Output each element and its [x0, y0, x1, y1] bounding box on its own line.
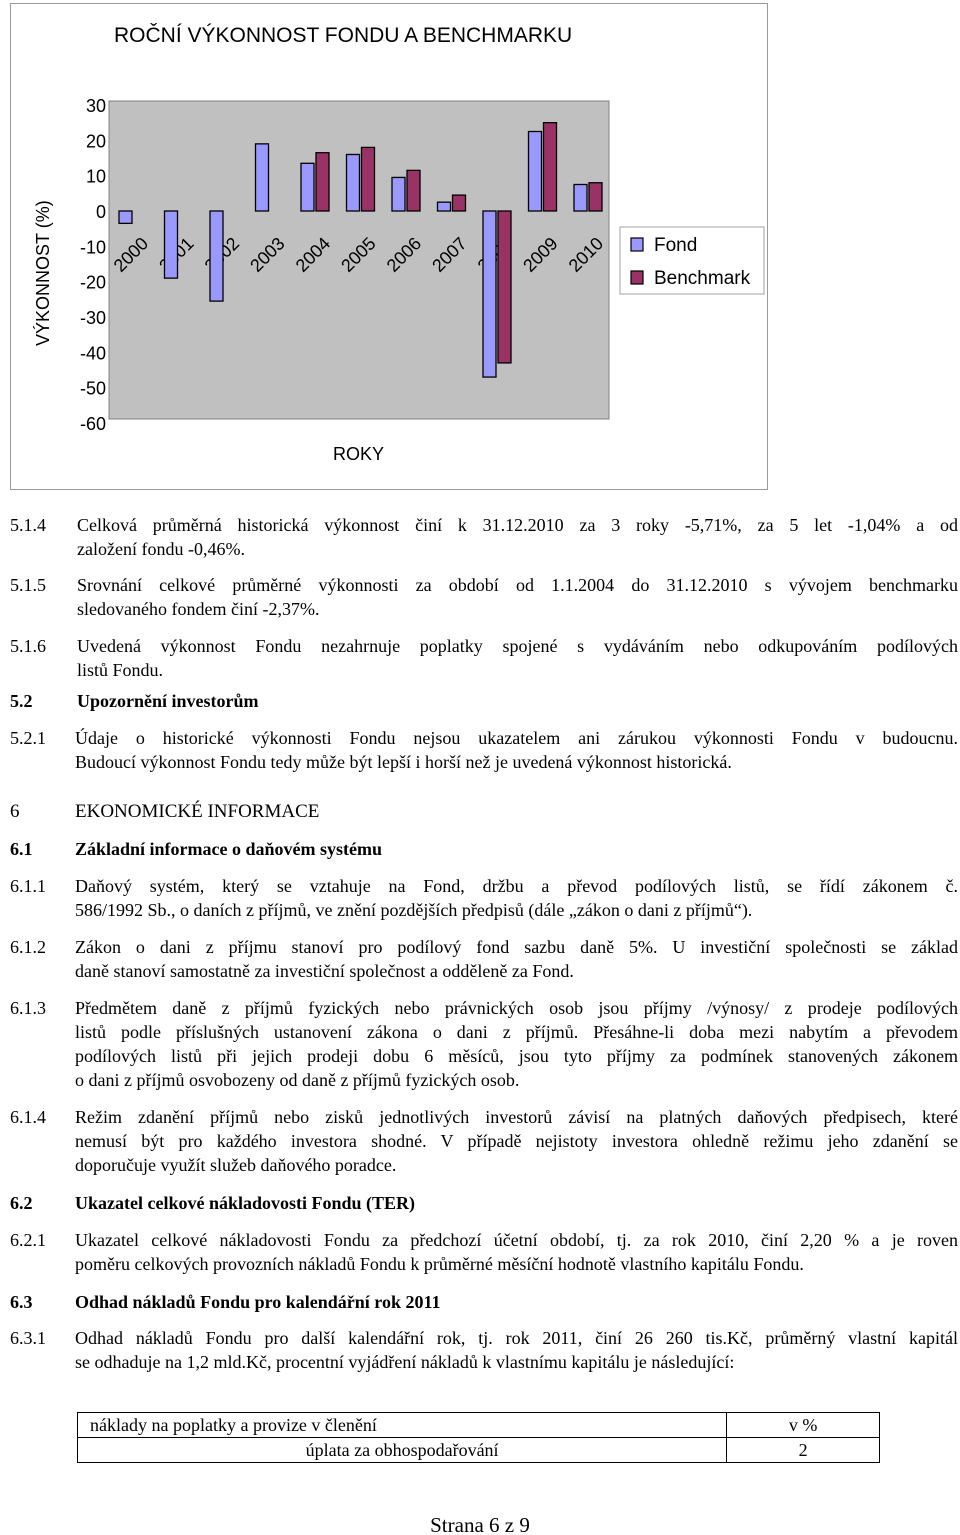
performance-chart	[10, 3, 768, 490]
section-number: 6.1.3	[10, 998, 46, 1018]
paragraph-line: podílových listů při jejich prodeji dobu 6 měsíců, jsou tyto příjmy za podmínek stanovených zákonem	[75, 1046, 958, 1066]
bar-benchmark-2010	[589, 183, 602, 211]
bar-fond-2004	[301, 163, 314, 211]
x-tick-label: 2010	[564, 233, 608, 276]
table-header-row	[78, 1413, 880, 1438]
paragraph-line: Celková průměrná historická výkonnost činí k 31.12.2010 za 3 roky -5,71%, za 5 let -1,04% a od	[77, 515, 958, 535]
y-tick-label: 10	[85, 166, 106, 187]
y-tick-label: -30	[79, 308, 106, 328]
section-number: 6.2	[10, 1193, 33, 1213]
chart-title: ROČNÍ VÝKONNOST FONDU A BENCHMARKU	[114, 24, 573, 47]
x-tick-label: 2006	[382, 233, 426, 276]
legend-swatch	[631, 271, 643, 284]
paragraph-line: založení fondu -0,46%.	[77, 539, 245, 559]
section-number: 6.1.4	[10, 1107, 46, 1127]
paragraph-line: 586/1992 Sb., o daních z příjmů, ve znění pozdějších předpisů (dále „zákon o dani z příjmů“).	[75, 900, 753, 920]
section-5-1-5	[10, 573, 960, 621]
section-5-1-6	[10, 634, 960, 682]
x-tick-label: 2009	[519, 233, 562, 276]
section-number: 5.2.1	[10, 728, 46, 748]
legend-label: Fond	[654, 235, 698, 256]
x-tick-label: 2007	[428, 233, 471, 276]
heading-title: Základní informace o daňovém systému	[75, 839, 383, 859]
chart-legend	[620, 227, 764, 294]
y-tick-label: -60	[79, 414, 106, 434]
section-number: 6.3.1	[10, 1328, 46, 1348]
y-tick-label: -20	[79, 272, 106, 293]
table-header-cell: v %	[727, 1413, 880, 1438]
bar-fond-2010	[574, 185, 587, 212]
heading-title: EKONOMICKÉ INFORMACE	[75, 801, 320, 822]
section-number: 5.1.5	[10, 575, 46, 595]
table-cell: úplata za obhospodařování	[78, 1438, 727, 1463]
cost-table	[77, 1412, 880, 1463]
section-6-1-4	[10, 1105, 960, 1177]
paragraph-line: Předmětem daně z příjmů fyzických nebo právnických osob jsou příjmy /výnosy/ z prodeje podílových	[75, 998, 958, 1018]
paragraph-line: Odhad nákladů Fondu pro další kalendářní rok, tj. rok 2011, činí 26 260 tis.Kč, průměrný vlastní kapitál	[75, 1328, 958, 1348]
bar-fond-2005	[347, 154, 360, 211]
paragraph-line: Uvedená výkonnost Fondu nezahrnuje poplatky spojené s vydáváním nebo odkupováním podílových	[77, 636, 958, 656]
page-number: Strana 6 z 9	[430, 1513, 530, 1535]
bar-fond-2002	[210, 211, 223, 301]
legend-swatch	[631, 238, 643, 251]
paragraph-line: Budoucí výkonnost Fondu tedy může být lepší i horší než je uvedená výkonnost historická.	[75, 752, 732, 772]
paragraph-line: Zákon o dani z příjmu stanoví pro podílový fond sazbu daně 5%. U investiční společnosti se základ	[75, 937, 958, 957]
paragraph-line: Ukazatel celkové nákladovosti Fondu za předchozí účetní období, tj. za rok 2010, činí 2,20 % a je roven	[75, 1230, 958, 1250]
section-number: 6.1.2	[10, 937, 46, 957]
paragraph-line: Režim zdanění příjmů nebo zisků jednotlivých investorů závisí na platných daňových předpisech, které	[75, 1107, 958, 1127]
bar-benchmark-2007	[453, 195, 466, 211]
x-tick-label: 2003	[246, 233, 289, 276]
section-number: 5.1.6	[10, 636, 46, 656]
bar-fond-2007	[438, 202, 451, 211]
y-tick-label: 20	[85, 131, 106, 152]
section-number: 6	[10, 801, 20, 822]
paragraph-line: Daňový systém, který se vztahuje na Fond, držbu a převod podílových listů, se řídí zákonem č.	[75, 876, 958, 896]
heading-6-1	[10, 837, 960, 861]
y-tick-label: -10	[79, 237, 106, 258]
section-6-2-1	[10, 1228, 960, 1276]
paragraph-line: Srovnání celkové průměrné výkonnosti za období od 1.1.2004 do 31.12.2010 s vývojem benchmarku	[77, 575, 958, 595]
section-number: 6.2.1	[10, 1230, 46, 1250]
chart-canvas	[11, 4, 769, 491]
bar-fond-2000	[119, 211, 132, 223]
bar-benchmark-2006	[407, 170, 420, 211]
x-tick-label: 2004	[291, 233, 335, 276]
paragraph-line: poměru celkových provozních nákladů Fondu k průměrné měsíční hodnotě vlastního kapitálu Fondu.	[75, 1254, 804, 1274]
paragraph-line: o dani z příjmů osvobozeny od daně z příjmů fyzických osob.	[75, 1070, 520, 1090]
paragraph-line: sledovaného fondem činí -2,37%.	[77, 599, 320, 619]
bar-benchmark-2005	[362, 147, 375, 211]
section-6-3-1	[10, 1326, 960, 1374]
y-tick-label: -40	[79, 343, 106, 364]
paragraph-line: Údaje o historické výkonnosti Fondu nejsou ukazatelem ani zárukou výkonnosti Fondu v budoucnu.	[75, 728, 958, 748]
x-axis-label: ROKY	[333, 444, 385, 464]
paragraph-line: doporučuje využít služeb daňového poradce.	[75, 1155, 397, 1175]
heading-title: Odhad nákladů Fondu pro kalendářní rok 2011	[75, 1292, 441, 1312]
x-tick-label: 2005	[337, 233, 380, 276]
heading-6-2	[10, 1191, 960, 1215]
bar-fond-2008	[483, 211, 496, 377]
bar-benchmark-2009	[544, 123, 557, 211]
y-axis-label: VÝKONNOST (%)	[33, 200, 53, 346]
bar-fond-2009	[529, 132, 542, 212]
paragraph-line: se odhaduje na 1,2 mld.Kč, procentní vyjádření nákladů k vlastnímu kapitálu je následující:	[75, 1352, 735, 1372]
section-number: 5.2	[10, 691, 33, 711]
section-5-2-1	[10, 726, 960, 774]
section-6-1-1	[10, 874, 960, 922]
section-5-1-4	[10, 513, 960, 561]
paragraph-line: listů Fondu.	[77, 660, 164, 680]
section-6-1-3	[10, 996, 960, 1092]
table-row	[78, 1438, 880, 1463]
heading-6	[10, 800, 960, 824]
section-number: 5.1.4	[10, 515, 46, 535]
table-header-cell: náklady na poplatky a provize v členění	[78, 1413, 727, 1438]
section-number: 6.1	[10, 839, 33, 859]
section-6-1-2	[10, 935, 960, 983]
y-tick-label: 30	[85, 96, 106, 116]
bar-fond-2003	[256, 144, 269, 211]
bar-fond-2001	[165, 211, 178, 278]
bar-benchmark-2008	[498, 211, 511, 363]
heading-6-3	[10, 1290, 960, 1314]
table-cell: 2	[727, 1438, 880, 1463]
bar-fond-2006	[392, 177, 405, 211]
y-tick-label: 0	[95, 202, 106, 222]
bar-benchmark-2004	[316, 153, 329, 211]
x-tick-label: 2000	[109, 233, 153, 276]
legend-label: Benchmark	[654, 268, 751, 289]
section-number: 6.1.1	[10, 876, 46, 896]
paragraph-line: daně stanoví samostatně za investiční společnost a odděleně za Fond.	[75, 961, 574, 981]
section-number: 6.3	[10, 1292, 33, 1312]
heading-title: Upozornění investorům	[77, 691, 259, 711]
y-tick-label: -50	[79, 378, 106, 399]
heading-title: Ukazatel celkové nákladovosti Fondu (TER)	[75, 1193, 416, 1213]
heading-5-2	[10, 689, 960, 713]
paragraph-line: listů podle příslušných ustanovení zákona o dani z příjmů. Přesáhne-li doba mezi nabytím a převodem	[75, 1022, 958, 1042]
paragraph-line: nemusí být pro každého investora shodné. V případě nejistoty investora ohledně režimu jeho zdanění se	[75, 1131, 958, 1151]
